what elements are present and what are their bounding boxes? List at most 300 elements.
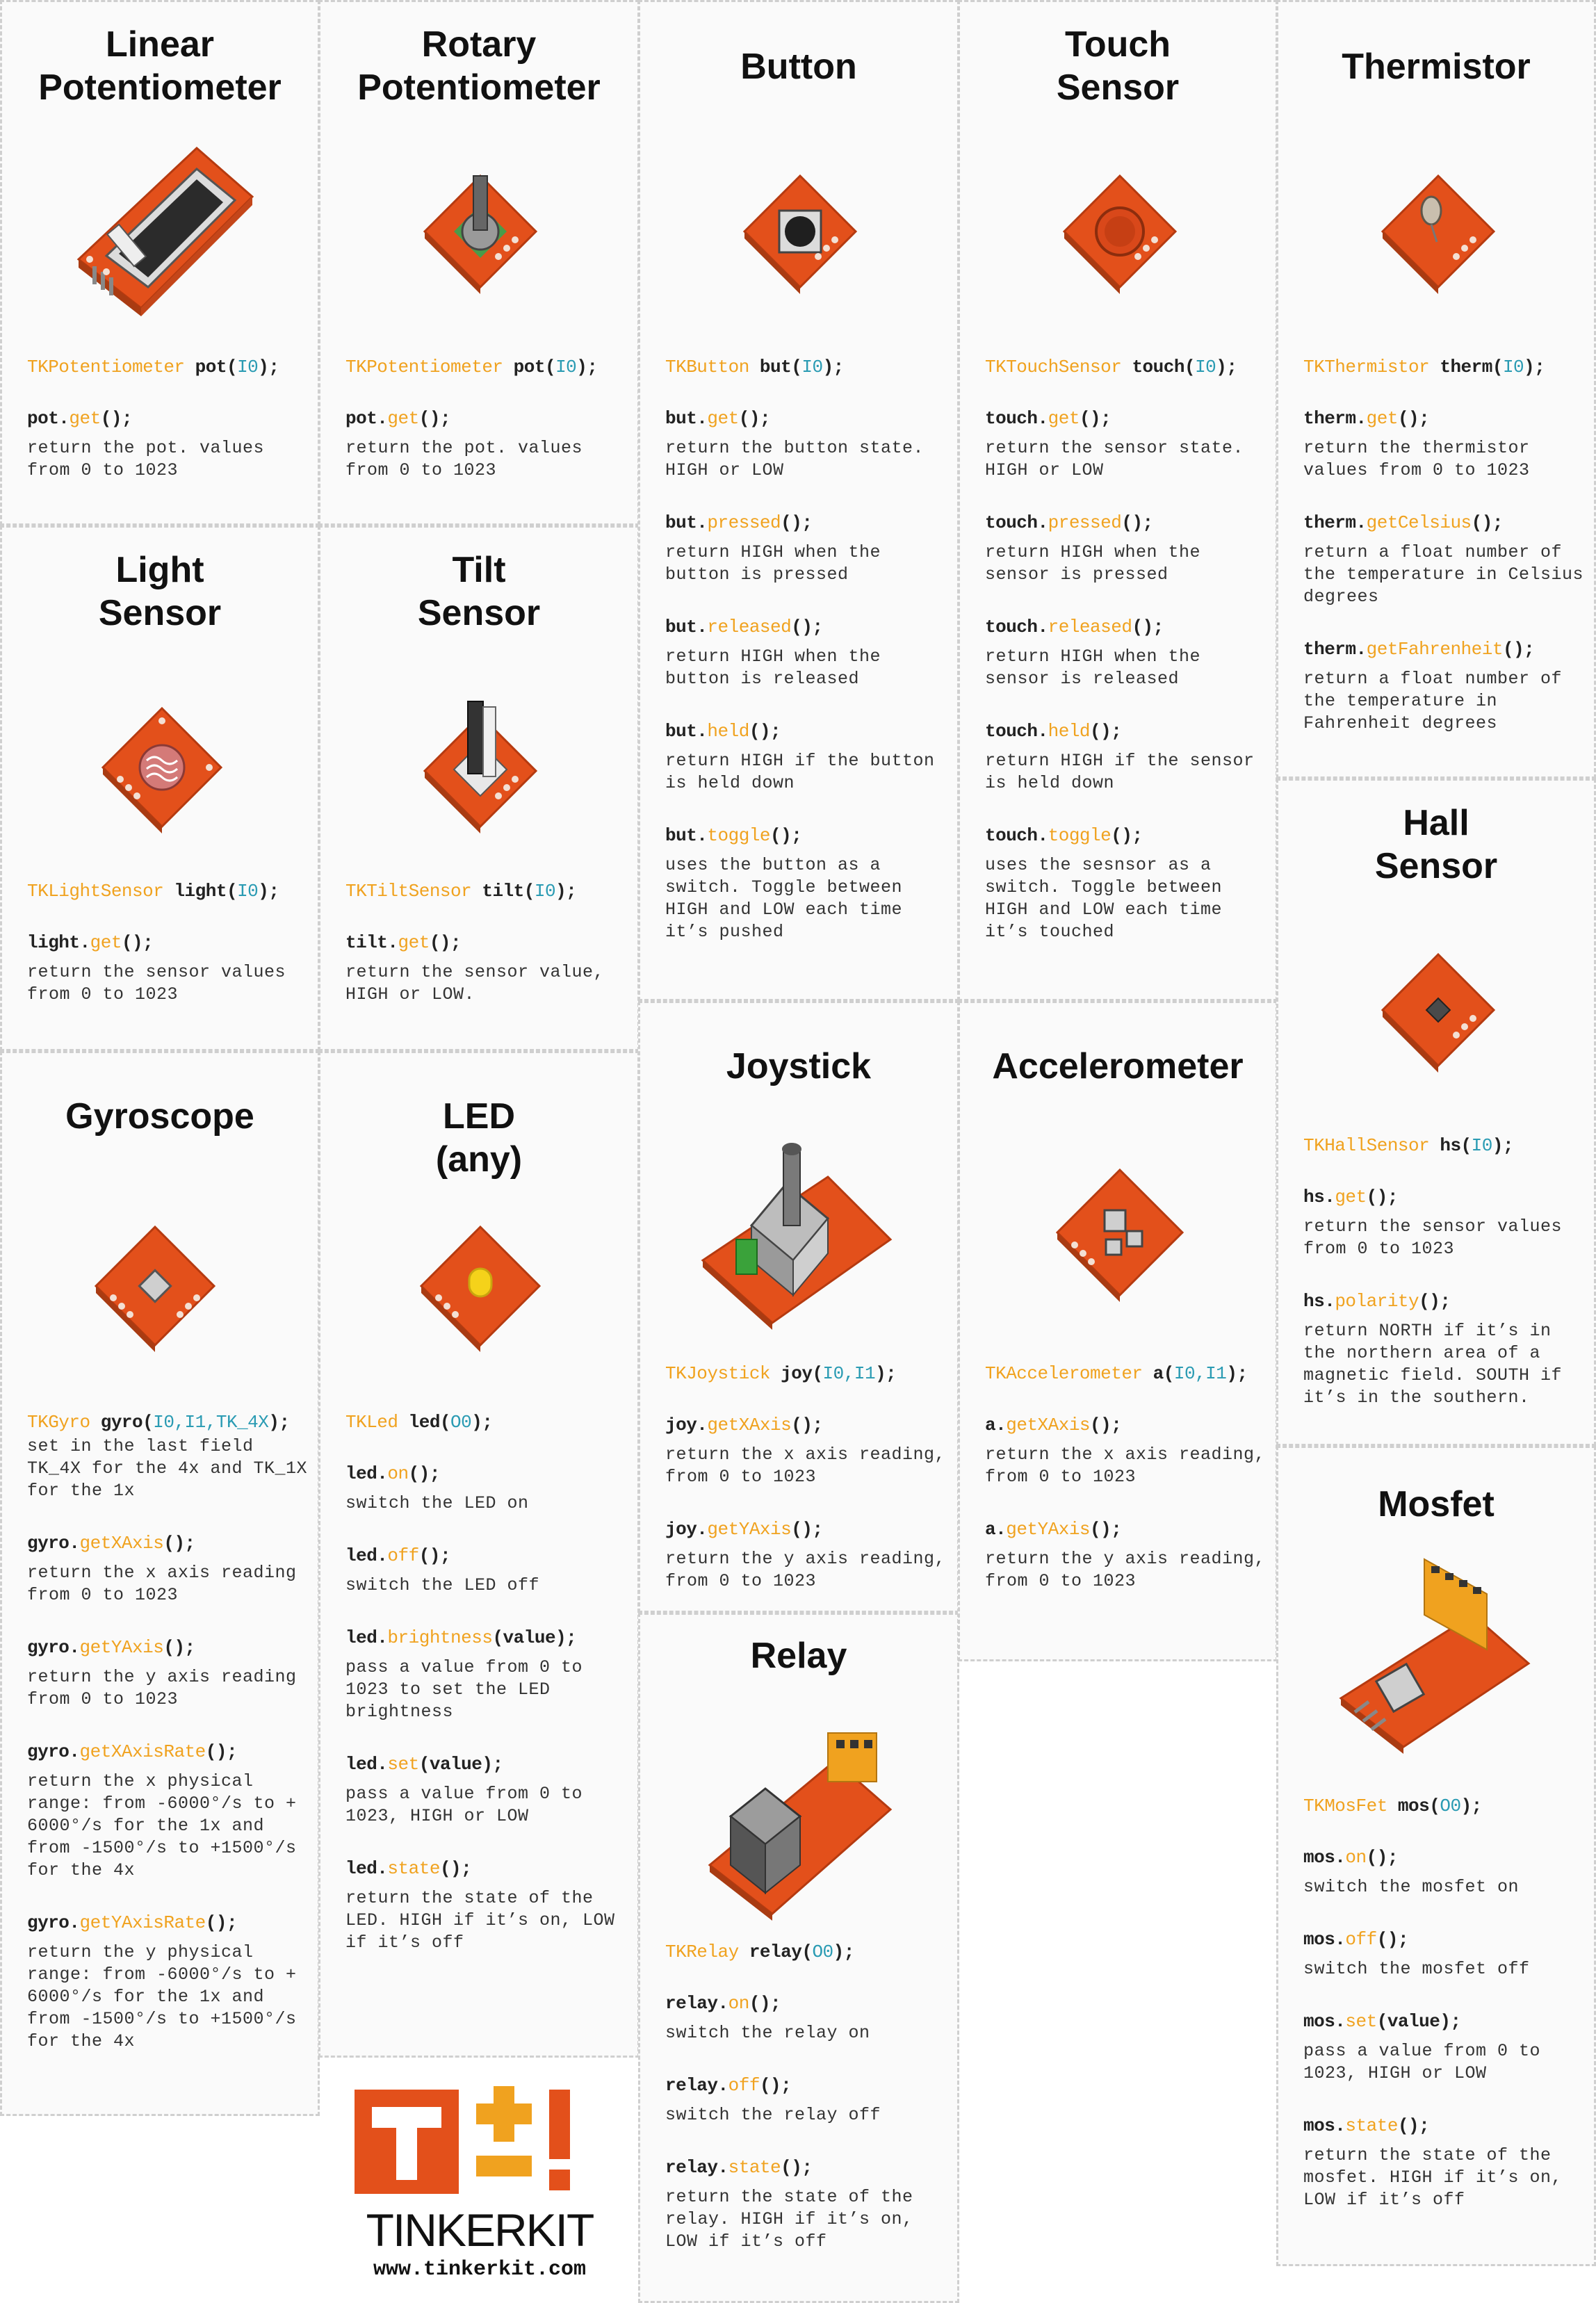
method-object: a. <box>985 1519 1007 1540</box>
constructor-args: I0 <box>801 357 823 377</box>
method-entry <box>345 1627 628 1723</box>
constructor-end: ); <box>471 1412 493 1433</box>
module-title <box>960 23 1276 109</box>
method-name: polarity <box>1335 1291 1419 1312</box>
method-name: get <box>1048 408 1080 429</box>
method-params: (); <box>1376 1929 1409 1950</box>
method-description: return the x axis reading from 0 to 1023 <box>27 1563 297 1605</box>
method-description: return a float number of the temperature in Fahrenheit degrees <box>1303 669 1563 733</box>
code-block <box>1303 357 1584 735</box>
method-name: get <box>707 408 739 429</box>
title-line: Accelerometer <box>992 1046 1244 1087</box>
method-params: (); <box>791 1519 823 1540</box>
method-description: return NORTH if it’s in the northern area of a magnetic field. SOUTH if it’s in the southern. <box>1303 1321 1563 1408</box>
method-params: (); <box>205 1912 238 1933</box>
constructor-line <box>27 881 308 902</box>
method-entry <box>985 617 1266 690</box>
method-signature <box>27 1637 308 1658</box>
method-object: gyro. <box>27 1637 80 1658</box>
method-object: pot. <box>27 408 70 429</box>
constructor-line <box>1303 357 1584 377</box>
title-line: Hall <box>1403 803 1469 843</box>
card-thermistor <box>1276 0 1596 779</box>
method-name: state <box>387 1858 440 1879</box>
method-name: toggle <box>707 825 771 846</box>
method-entry <box>1303 1929 1584 1980</box>
method-entry <box>1303 2011 1584 2085</box>
method-description: return the sensor value, HIGH or LOW. <box>345 962 605 1004</box>
method-object: a. <box>985 1415 1007 1435</box>
method-description: return HIGH when the button is pressed <box>665 542 881 585</box>
method-params: (); <box>1090 1519 1122 1540</box>
method-signature <box>1303 1187 1584 1207</box>
title-line: Button <box>740 47 857 87</box>
light-sensor-icon <box>92 701 231 840</box>
module-title <box>320 1095 637 1181</box>
card-led <box>318 1051 640 2058</box>
method-entry <box>665 721 947 795</box>
method-signature <box>985 825 1266 846</box>
constructor-end: ); <box>1216 357 1237 377</box>
method-entry <box>1303 1847 1584 1898</box>
card-button <box>638 0 959 1001</box>
module-title <box>640 1634 957 1677</box>
object-name: joy( <box>770 1363 823 1384</box>
button-module-icon <box>731 162 870 301</box>
method-object: touch. <box>985 721 1048 742</box>
method-signature <box>665 1415 947 1435</box>
method-object: but. <box>665 512 708 533</box>
method-object: therm. <box>1303 639 1367 660</box>
method-description: return a float number of the temperature in Celsius degrees <box>1303 542 1584 607</box>
constructor-note: set in the last field TK_4X for the 4x and TK_1X for the 1x <box>27 1436 308 1501</box>
constructor-args: I0,I1 <box>822 1363 876 1384</box>
method-description: return the x axis reading, from 0 to 1023 <box>985 1445 1266 1487</box>
method-description: switch the LED off <box>345 1575 540 1595</box>
constructor-args: I0 <box>1471 1135 1492 1156</box>
code-block <box>345 357 628 482</box>
method-signature <box>665 617 947 637</box>
method-signature <box>665 1993 947 2014</box>
method-object: mos. <box>1303 1929 1346 1950</box>
method-signature <box>345 1463 628 1484</box>
method-name: getYAxisRate <box>79 1912 206 1933</box>
module-title <box>1278 45 1594 88</box>
method-entry <box>345 1754 628 1828</box>
method-entry <box>345 408 628 482</box>
title-line: Rotary <box>421 24 537 65</box>
constructor-end: ); <box>258 881 279 902</box>
method-entry <box>665 2075 947 2126</box>
card-light-sensor <box>0 526 320 1051</box>
method-description: return the y axis reading, from 0 to 1023 <box>665 1549 946 1591</box>
constructor-end: ); <box>555 881 577 902</box>
method-params: (); <box>749 1993 781 2014</box>
method-params: (); <box>163 1533 195 1554</box>
method-object: mos. <box>1303 2115 1346 2136</box>
method-entry <box>27 1741 308 1882</box>
logo-url[interactable]: www.tinkerkit.com <box>373 2258 587 2281</box>
method-description: return the button state. HIGH or LOW <box>665 438 925 480</box>
module-title <box>2 1095 318 1138</box>
logo-wordmark: TINKERKIT <box>366 2204 594 2256</box>
constructor-args: I0 <box>237 357 259 377</box>
class-name: TKGyro <box>27 1412 90 1433</box>
title-line: Sensor <box>98 593 222 633</box>
card-touch-sensor <box>958 0 1278 1001</box>
method-signature <box>345 932 628 953</box>
method-signature <box>985 617 1266 637</box>
code-block <box>1303 1796 1584 2211</box>
constructor-line <box>1303 1796 1584 1816</box>
method-entry <box>665 1519 947 1593</box>
method-signature <box>1303 408 1584 429</box>
method-description: return the sensor values from 0 to 1023 <box>1303 1216 1563 1259</box>
object-name: a( <box>1142 1363 1174 1384</box>
method-entry <box>985 408 1266 482</box>
constructor-args: O0 <box>812 1942 833 1962</box>
module-title <box>1278 801 1594 888</box>
mosfet-icon <box>1327 1552 1536 1761</box>
method-description: uses the button as a switch. Toggle between HIGH and LOW each time it’s pushed <box>665 855 903 942</box>
method-name: on <box>387 1463 409 1484</box>
method-description: switch the relay off <box>665 2105 881 2125</box>
code-block <box>665 1363 947 1593</box>
constructor-line <box>665 1363 947 1384</box>
constructor-line <box>985 1363 1266 1384</box>
method-description: return the pot. values from 0 to 1023 <box>345 438 583 480</box>
method-signature <box>1303 2011 1584 2032</box>
method-name: get <box>90 932 122 953</box>
card-relay <box>638 1613 959 2303</box>
method-params: (); <box>418 1545 451 1566</box>
method-signature <box>1303 512 1584 533</box>
code-block <box>985 357 1266 943</box>
title-line: Sensor <box>1056 67 1180 108</box>
title-line: Light <box>115 550 204 590</box>
method-object: led. <box>345 1545 388 1566</box>
method-entry <box>665 825 947 943</box>
method-object: joy. <box>665 1519 708 1540</box>
method-object: light. <box>27 932 90 953</box>
constructor-end: ); <box>875 1363 897 1384</box>
method-description: return the y physical range: from -6000°/s to + 6000°/s for the 1x and from -1500°/s to +1500°/s for the 4x <box>27 1942 297 2051</box>
method-description: switch the LED on <box>345 1493 529 1513</box>
method-name: getCelsius <box>1366 512 1472 533</box>
class-name: TKButton <box>665 357 749 377</box>
method-signature <box>665 2075 947 2096</box>
module-title <box>320 548 637 635</box>
object-name: touch( <box>1121 357 1196 377</box>
method-params: (value); <box>418 1754 503 1775</box>
method-description: return HIGH when the sensor is pressed <box>985 542 1201 585</box>
constructor-args: O0 <box>450 1412 472 1433</box>
method-name: getXAxis <box>79 1533 164 1554</box>
method-name: getXAxis <box>707 1415 792 1435</box>
tilt-sensor-icon <box>411 694 550 840</box>
module-title <box>2 548 318 635</box>
method-description: pass a value from 0 to 1023, HIGH or LOW <box>1303 2041 1541 2083</box>
method-name: get <box>398 932 430 953</box>
tinkerkit-logo <box>348 2083 612 2291</box>
method-signature <box>345 408 628 429</box>
constructor-end: ); <box>1460 1796 1482 1816</box>
card-linear-potentiometer <box>0 0 320 526</box>
method-params: (); <box>1132 617 1164 637</box>
method-entry <box>345 932 628 1006</box>
method-object: therm. <box>1303 408 1367 429</box>
object-name: mos( <box>1387 1796 1440 1816</box>
method-object: therm. <box>1303 512 1367 533</box>
object-name: tilt( <box>471 881 535 902</box>
method-name: off <box>1345 1929 1377 1950</box>
card-mosfet <box>1276 1446 1596 2266</box>
method-description: return the x physical range: from -6000°/s to + 6000°/s for the 1x and from -1500°/s to +1500°/s for the 4x <box>27 1771 297 1880</box>
method-signature <box>985 1415 1266 1435</box>
method-object: touch. <box>985 617 1048 637</box>
class-name: TKMosFet <box>1303 1796 1387 1816</box>
method-signature <box>345 1627 628 1648</box>
method-description: uses the sesnsor as a switch. Toggle between HIGH and LOW each time it’s touched <box>985 855 1223 942</box>
code-block <box>665 357 947 943</box>
method-description: return HIGH when the button is released <box>665 646 881 689</box>
method-entry <box>985 825 1266 943</box>
module-title <box>1278 1483 1594 1526</box>
method-signature <box>27 932 308 953</box>
method-entry <box>27 1637 308 1711</box>
title-line: Gyroscope <box>65 1096 254 1137</box>
method-description: return the sensor state. HIGH or LOW <box>985 438 1244 480</box>
method-object: hs. <box>1303 1187 1335 1207</box>
method-object: gyro. <box>27 1912 80 1933</box>
code-block <box>27 881 308 1006</box>
class-name: TKHallSensor <box>1303 1135 1430 1156</box>
method-signature <box>1303 1929 1584 1950</box>
constructor-line <box>345 881 628 902</box>
method-description: pass a value from 0 to 1023, HIGH or LOW <box>345 1784 583 1826</box>
card-accelerometer <box>958 1001 1278 1661</box>
method-params: (); <box>1121 512 1153 533</box>
method-signature <box>345 1754 628 1775</box>
tinkerkit-logo-mark <box>348 2083 612 2201</box>
module-title <box>640 45 957 88</box>
gyroscope-icon <box>86 1220 225 1359</box>
constructor-args: I0 <box>1195 357 1216 377</box>
method-description: switch the relay on <box>665 2023 870 2043</box>
card-hall-sensor <box>1276 779 1596 1446</box>
module-title <box>640 1045 957 1088</box>
method-description: return the pot. values from 0 to 1023 <box>27 438 265 480</box>
card-joystick <box>638 1001 959 1613</box>
method-signature <box>665 721 947 742</box>
method-name: toggle <box>1048 825 1112 846</box>
method-params: (); <box>1079 408 1112 429</box>
method-params: (); <box>1366 1847 1398 1868</box>
object-name: gyro( <box>90 1412 154 1433</box>
method-entry <box>1303 408 1584 482</box>
method-object: led. <box>345 1754 388 1775</box>
method-object: but. <box>665 721 708 742</box>
card-rotary-potentiometer <box>318 0 640 526</box>
method-signature <box>985 1519 1266 1540</box>
card-gyroscope <box>0 1051 320 2116</box>
method-entry <box>27 408 308 482</box>
title-line: Potentiometer <box>38 67 282 108</box>
object-name: relay( <box>738 1942 813 1962</box>
object-name: led( <box>398 1412 451 1433</box>
class-name: TKRelay <box>665 1942 739 1962</box>
method-signature <box>665 825 947 846</box>
method-object: gyro. <box>27 1741 80 1762</box>
method-description: return HIGH when the sensor is released <box>985 646 1201 689</box>
method-name: held <box>1048 721 1091 742</box>
class-name: TKPotentiometer <box>27 357 185 377</box>
method-object: relay. <box>665 2157 728 2178</box>
constructor-line <box>665 357 947 377</box>
method-entry <box>985 512 1266 586</box>
method-signature <box>1303 2115 1584 2136</box>
touch-sensor-icon <box>1050 162 1189 301</box>
method-signature <box>345 1545 628 1566</box>
hall-sensor-icon <box>1369 941 1508 1080</box>
method-object: joy. <box>665 1415 708 1435</box>
method-params: (value); <box>1376 2011 1461 2032</box>
method-description: switch the mosfet off <box>1303 1959 1530 1979</box>
method-entry <box>27 1533 308 1606</box>
method-params: (); <box>781 2157 813 2178</box>
method-object: touch. <box>985 408 1048 429</box>
method-name: on <box>728 1993 749 2014</box>
method-object: but. <box>665 825 708 846</box>
method-entry <box>985 1519 1266 1593</box>
object-name: hs( <box>1429 1135 1472 1156</box>
method-entry <box>345 1545 628 1597</box>
constructor-end: ); <box>822 357 844 377</box>
method-params: (); <box>429 932 462 953</box>
method-signature <box>27 1912 308 1933</box>
method-params: (); <box>791 1415 823 1435</box>
method-entry <box>1303 1187 1584 1260</box>
method-signature <box>345 1858 628 1879</box>
method-params: (); <box>738 408 771 429</box>
method-name: get <box>1335 1187 1367 1207</box>
method-name: getYAxis <box>1006 1519 1091 1540</box>
method-entry <box>345 1858 628 1954</box>
code-block <box>27 357 308 482</box>
relay-icon <box>689 1726 897 1921</box>
joystick-icon <box>689 1135 897 1330</box>
object-name: but( <box>749 357 802 377</box>
class-name: TKTouchSensor <box>985 357 1122 377</box>
method-signature <box>665 2157 947 2178</box>
constructor-args: I0,I1 <box>1173 1363 1227 1384</box>
constructor-line <box>27 1412 308 1433</box>
method-name: pressed <box>707 512 781 533</box>
method-params: (); <box>1471 512 1503 533</box>
card-tilt-sensor <box>318 526 640 1051</box>
constructor-end: ); <box>576 357 598 377</box>
method-description: switch the mosfet on <box>1303 1877 1520 1897</box>
method-description: return the state of the mosfet. HIGH if it’s on, LOW if it’s off <box>1303 2145 1563 2210</box>
constructor-end: ); <box>1226 1363 1248 1384</box>
method-object: hs. <box>1303 1291 1335 1312</box>
method-name: get <box>69 408 101 429</box>
method-description: return the y axis reading, from 0 to 1023 <box>985 1549 1266 1591</box>
method-entry <box>665 512 947 586</box>
object-name: pot( <box>184 357 238 377</box>
title-line: Tilt <box>452 550 506 590</box>
method-entry <box>985 1415 1266 1488</box>
constructor-end: ); <box>1524 357 1545 377</box>
method-object: but. <box>665 617 708 637</box>
method-signature <box>665 512 947 533</box>
method-object: touch. <box>985 512 1048 533</box>
method-params: (); <box>439 1858 472 1879</box>
method-params: (); <box>1419 1291 1451 1312</box>
method-entry <box>665 1993 947 2044</box>
title-line: Linear <box>105 24 215 65</box>
method-name: held <box>707 721 749 742</box>
title-line: Joystick <box>726 1046 872 1087</box>
accelerometer-icon <box>1043 1156 1196 1309</box>
method-description: return HIGH if the sensor is held down <box>985 751 1255 793</box>
method-entry <box>665 617 947 690</box>
linear-potentiometer-icon <box>65 141 259 322</box>
method-signature <box>27 1741 308 1762</box>
title-line: Relay <box>750 1636 847 1676</box>
constructor-line <box>1303 1135 1584 1156</box>
object-name: pot( <box>503 357 556 377</box>
object-name: light( <box>163 881 238 902</box>
method-name: getXAxisRate <box>79 1741 206 1762</box>
method-name: getYAxis <box>79 1637 164 1658</box>
title-line: Potentiometer <box>357 67 601 108</box>
title-line: Mosfet <box>1378 1484 1495 1524</box>
title-line: Sensor <box>1374 846 1498 886</box>
constructor-line <box>665 1942 947 1962</box>
method-entry <box>27 1912 308 2053</box>
title-line: (any) <box>435 1139 523 1180</box>
method-params: (); <box>1090 1415 1122 1435</box>
constructor-end: ); <box>1492 1135 1514 1156</box>
method-params: (); <box>100 408 133 429</box>
constructor-args: I0,I1,TK_4X <box>153 1412 269 1433</box>
code-block <box>345 1412 628 1954</box>
method-params: (); <box>759 2075 792 2096</box>
method-description: return HIGH if the button is held down <box>665 751 935 793</box>
method-name: off <box>387 1545 419 1566</box>
constructor-args: I0 <box>555 357 577 377</box>
method-signature <box>1303 1847 1584 1868</box>
class-name: TKPotentiometer <box>345 357 503 377</box>
module-title <box>960 1045 1276 1088</box>
method-object: tilt. <box>345 932 398 953</box>
method-object: led. <box>345 1463 388 1484</box>
method-name: getXAxis <box>1006 1415 1091 1435</box>
method-object: pot. <box>345 408 388 429</box>
class-name: TKLightSensor <box>27 881 164 902</box>
method-name: released <box>707 617 792 637</box>
method-params: (); <box>1502 639 1535 660</box>
method-object: led. <box>345 1627 388 1648</box>
method-name: getFahrenheit <box>1366 639 1503 660</box>
method-entry <box>1303 512 1584 608</box>
constructor-end: ); <box>268 1412 290 1433</box>
method-description: return the sensor values from 0 to 1023 <box>27 962 286 1004</box>
method-params: (); <box>770 825 802 846</box>
method-name: released <box>1048 617 1132 637</box>
rotary-potentiometer-icon <box>411 162 550 301</box>
